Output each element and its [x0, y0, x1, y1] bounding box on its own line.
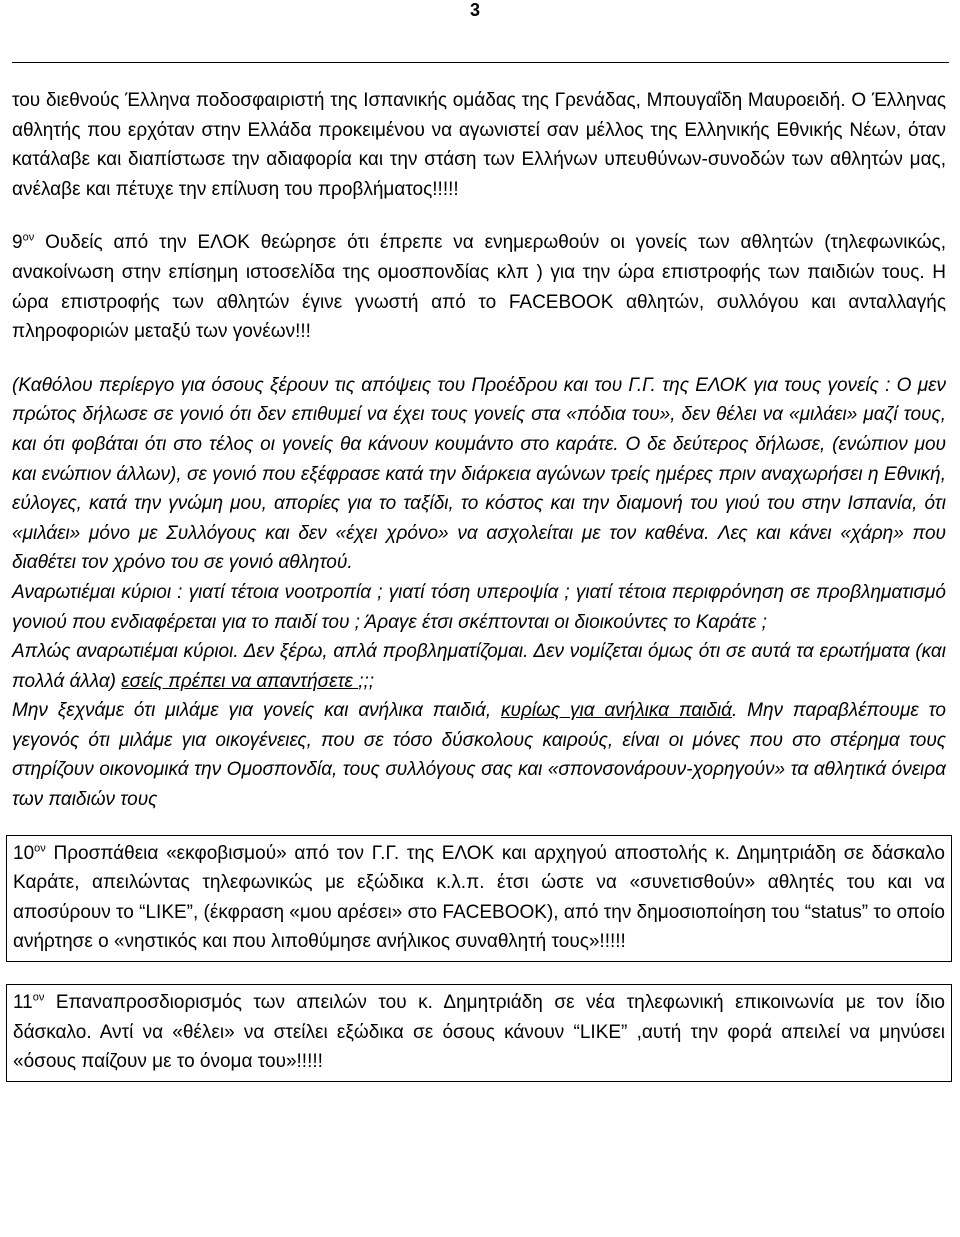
italic-commentary: (Καθόλου περίεργο για όσους ξέρουν τις απόψεις του Προέδρου και του Γ.Γ. της ΕΛΟΚ για τους γονείς : Ο μεν πρώτος δήλωσε σε γονιό ότι δεν επιθυμεί να έχει τους γονείς στα «πόδια του», δεν θέλει να «μιλάει» μαζί τους, και ότι φοβάται ότι στο τέλος οι γονείς θα κάνουν κουμάντο στο καράτε. Ο δε δεύτερος δήλωσε, (ενώπιον μου και ενώπιον άλλων), σε γονιό που εξέφρασε κατά την διάρκεια αγώνων τρείς ημέρες πριν αναχωρήσει η Εθνική, εύλογες, κατά την γνώμη μου, απορίες για το ταξίδι, το κόστος και την διαμονή του γιού του στην Ισπανία, ότι «μιλάει» μόνο με Συλλόγους και δεν «έχει χρόνο» να ασχολείται με τον καθένα. Λες και κάνει «χάρη» που διαθέτει τον χρόνο του σε γονιό αθλητού. [12, 374, 946, 574]
header-rule [12, 62, 949, 63]
italic-wonder-paragraph [12, 637, 946, 696]
spacer [12, 962, 946, 984]
page-number: 3 [470, 0, 481, 20]
text-segment: Απλώς αναρωτιέμαι κύριοι. Δεν ξέρω, απλά προβληματίζομαι. Δεν νομίζεται όμως ότι σε αυτά τα ερωτήματα (και πολλά άλλα) [12, 641, 946, 692]
text-segment: . Μην παραβλέπουμε το γεγονός ότι μιλάμε για οικογένειες, που σε τόσο δύσκολους καιρούς, είναι οι μόνες που στο στέρημα τους στηρίζουν οικονομικά την Ομοσπονδία, τους συλλόγους σας και «σπονσονάρουν-χορηγούν» τα αθλητικά όνειρα των παιδιών τους [12, 700, 946, 811]
boxed-item-10 [6, 835, 952, 962]
item-text: Ουδείς από την ΕΛΟΚ θεώρησε ότι έπρεπε να ενημερωθούν οι γονείς των αθλητών (τηλεφωνικώς, ανακοίνωση στην επίσημη ιστοσελίδα της ομοσπονδίας κλπ ) για την ώρα επιστροφής των παιδιών τους. Η ώρα επιστροφής των αθλητών έγινε γνωστή από το FACEBOOK αθλητών, συλλόγου και ανταλλαγής πληροφοριών μεταξύ των γονέων!!! [12, 232, 946, 343]
text-segment: Μην ξεχνάμε ότι μιλάμε για γονείς και ανήλικα παιδιά, [12, 700, 502, 722]
paragraph-item-11 [13, 988, 945, 1077]
spacer [12, 347, 946, 371]
paragraph-intro: του διεθνούς Έλληνα ποδοσφαιριστή της Ισπανικής ομάδας της Γρενάδας, Μπουγαΐδη Μαυροειδή. Ο Έλληνας αθλητής που ερχόταν στην Ελλάδα προκειμένου να αγωνιστεί σαν μέλλος της Ελληνικής Εθνικής Νέων, όταν κατάλαβε και διαπίστωσε την αδιαφορία και την στάση των Ελλήνων υπευθύνων-συνοδών των αθλητών μας, ανέλαβε και πέτυχε την επίλυση του προβλήματος!!!!! [12, 90, 946, 200]
italic-question-paragraph: Αναρωτιέμαι κύριοι : γιατί τέτοια νοοτροπία ; γιατί τόση υπεροψία ; γιατί τέτοια περιφρόνηση σε προβληματισμό γονιού που ενδιαφέρεται για το παιδί του ; Άραγε έτσι σκέπτονται οι διοικούντες το Καράτε ; [12, 581, 946, 633]
underlined-phrase: εσείς πρέπει να απαντήσετε [121, 670, 359, 692]
underlined-phrase: κυρίως για ανήλικα παιδιά [501, 700, 732, 722]
text-segment: ;;; [358, 670, 375, 692]
boxed-item-11 [6, 984, 952, 1082]
item-number: 10 [13, 842, 35, 864]
paragraph-item-10 [13, 839, 945, 957]
item-number: 9 [12, 232, 23, 254]
item-text: Επαναπροσδιορισμός των απειλών του κ. Δημητριάδη σε νέα τηλεφωνική επικοινωνία με τον ίδιο δάσκαλο. Αντί να «θέλει» να στείλει εξώδικα σε όσους κάνουν “LIKE” ,αυτή την φορά απειλεί να μηνύσει «όσους παίζουν με το όνομα του»!!!!! [13, 992, 945, 1073]
item-number: 11 [13, 992, 33, 1014]
spacer [12, 815, 946, 835]
item-ordinal-suffix: ον [32, 991, 45, 1004]
document-body [12, 86, 946, 1082]
item-text: Προσπάθεια «εκφοβισμού» από τον Γ.Γ. της ΕΛΟΚ και αρχηγού αποστολής κ. Δημητριάδη σε δάσκαλο Καράτε, απειλώντας τηλεφωνικώς με εξώδικα κ.λ.π. έτσι ώστε να «συνετισθούν» αθλητές του και να αποσύρουν το “LIKE”, (έκφραση «μου αρέσει» στο FACEBOOK), από την δημοσιοποίηση του “status” το οποίο ανήρτησε ο «νηστικός και που λιποθύμησε ανήλικος συναθλητή τους»!!!!! [13, 842, 945, 953]
italic-reminder-paragraph [12, 696, 946, 814]
item-ordinal-suffix: ον [34, 842, 46, 855]
item-ordinal-suffix: ον [22, 232, 35, 245]
spacer [12, 204, 946, 228]
paragraph-item-9 [12, 228, 946, 346]
